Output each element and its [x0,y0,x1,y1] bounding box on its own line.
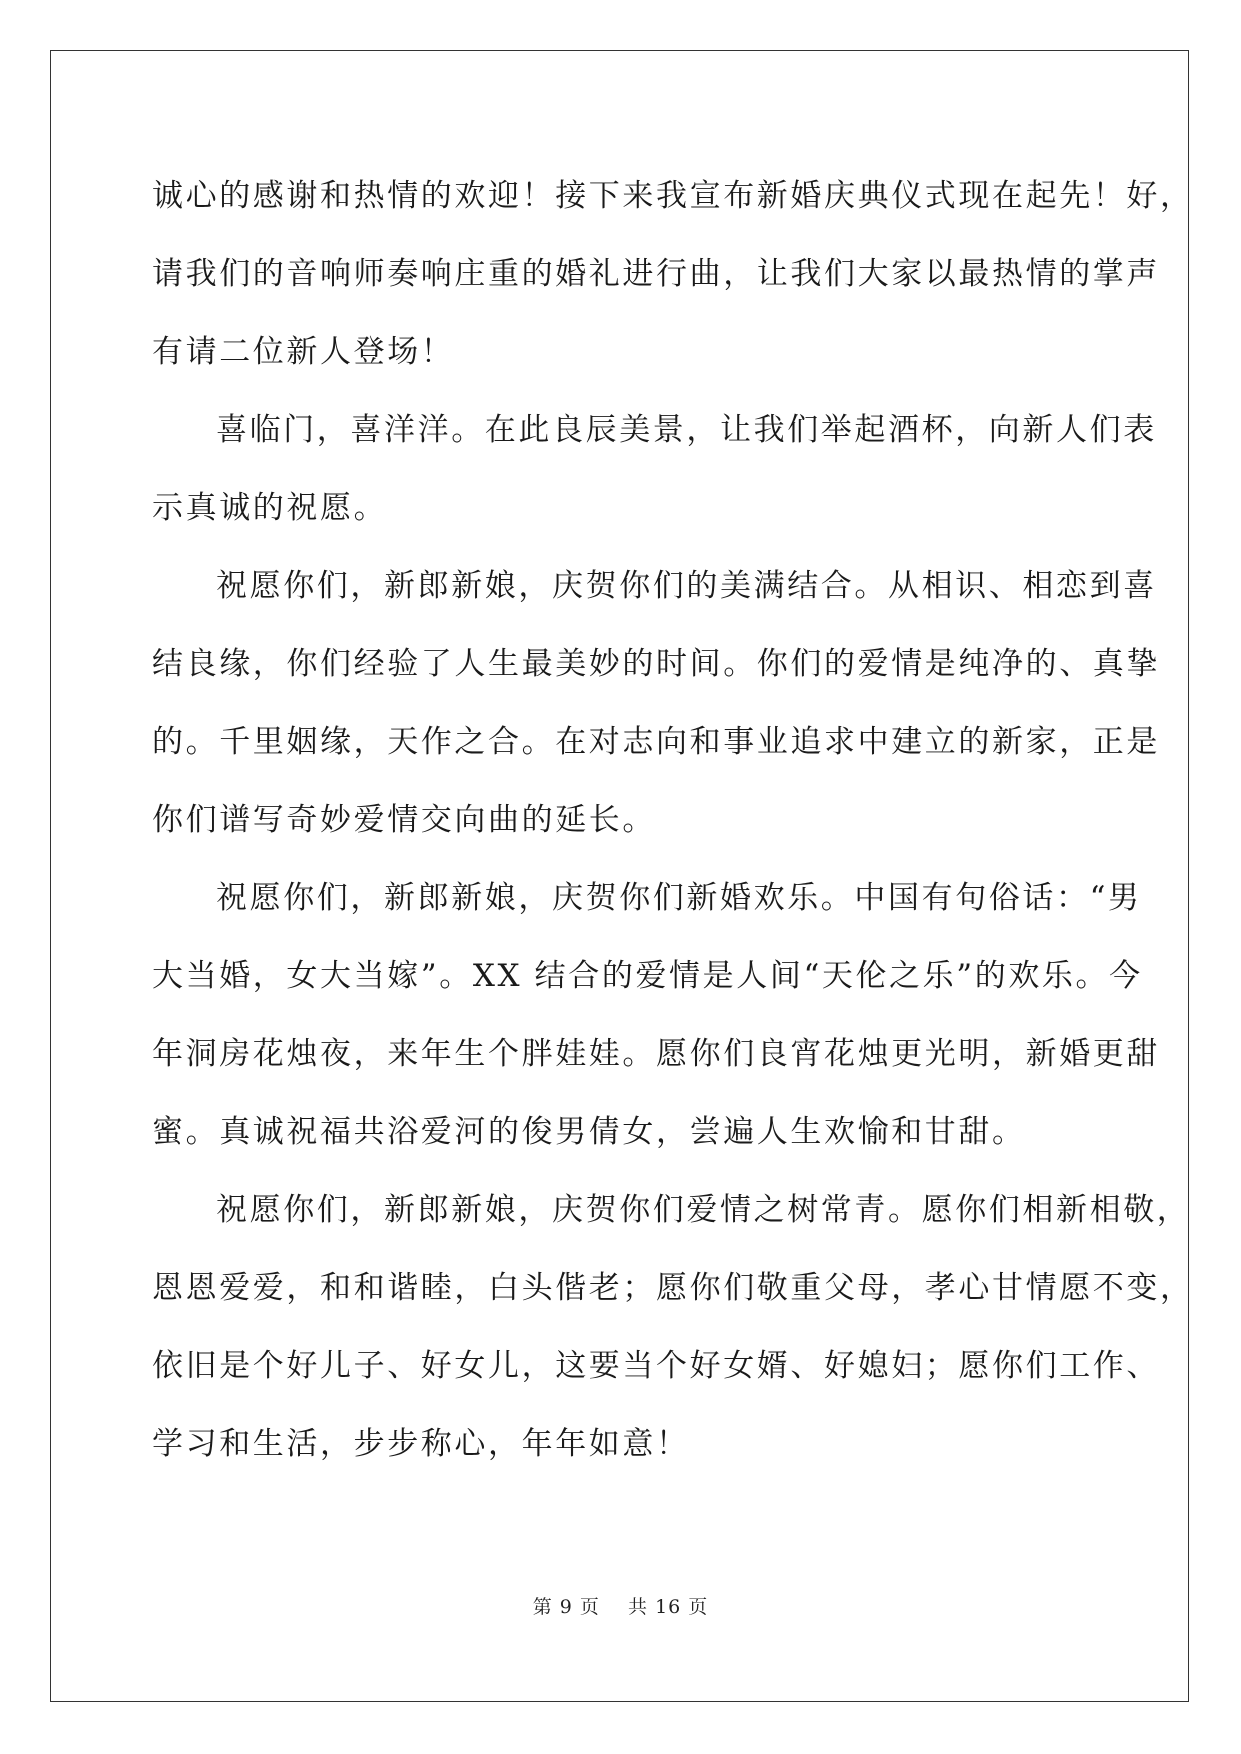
text-line: 蜜。真诚祝福共浴爱河的俊男倩女，尝遍人生欢愉和甘甜。 [152,1114,1026,1150]
text-line: 有请二位新人登场！ [152,334,455,370]
text-line: 结良缘，你们经验了人生最美妙的时间。你们的爱情是纯净的、真挚 [152,646,1160,682]
page-number: 第 9 页 [532,1596,600,1618]
text-line: 年洞房花烛夜，来年生个胖娃娃。愿你们良宵花烛更光明，新婚更甜 [152,1036,1160,1072]
text-line: 请我们的音响师奏响庄重的婚礼进行曲，让我们大家以最热情的掌声 [152,256,1160,292]
text-line: 学习和生活，步步称心，年年如意！ [152,1426,690,1462]
text-line: 诚心的感谢和热情的欢迎！接下来我宣布新婚庆典仪式现在起先！好， [152,178,1194,214]
total-pages: 共 16 页 [628,1596,709,1618]
paragraph-first-line: 喜临门，喜洋洋。在此良辰美景，让我们举起酒杯，向新人们表 [216,412,1157,448]
text-line: 大当婚，女大当嫁”。XX 结合的爱情是人间“天伦之乐”的欢乐。今 [152,958,1143,994]
text-line: 依旧是个好儿子、好女儿，这要当个好女婿、好媳妇；愿你们工作、 [152,1348,1160,1384]
paragraph-first-line: 祝愿你们，新郎新娘，庆贺你们爱情之树常青。愿你们相新相敬， [216,1192,1191,1228]
text-line: 示真诚的祝愿。 [152,490,388,526]
paragraph-first-line: 祝愿你们，新郎新娘，庆贺你们新婚欢乐。中国有句俗话：“男 [216,880,1142,916]
paragraph-first-line: 祝愿你们，新郎新娘，庆贺你们的美满结合。从相识、相恋到喜 [216,568,1157,604]
text-line: 恩恩爱爱，和和谐睦，白头偕老；愿你们敬重父母，孝心甘情愿不变， [152,1270,1194,1306]
document-body [152,157,1194,1483]
page-footer [0,1592,1241,1619]
text-line: 你们谱写奇妙爱情交向曲的延长。 [152,802,656,838]
text-line: 的。千里姻缘，天作之合。在对志向和事业追求中建立的新家，正是 [152,724,1160,760]
